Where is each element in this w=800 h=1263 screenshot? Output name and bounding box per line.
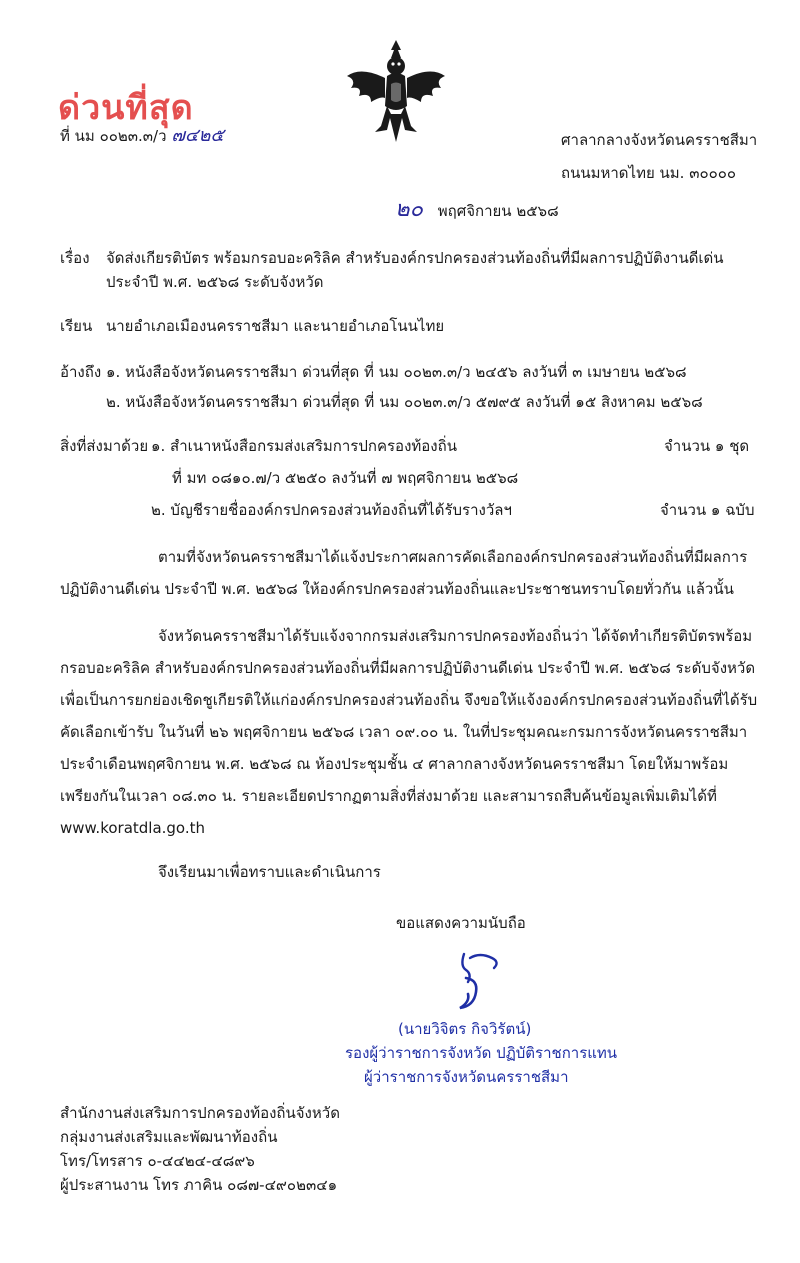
reference-handwritten-number: ๗๔๒๕ — [171, 125, 224, 146]
subject-line-1: จัดส่งเกียรติบัตร พร้อมกรอบอะคริลิค สำหรับองค์กรปกครองส่วนท้องถิ่นที่มีผลการปฏิบัติงานดีเด่น — [106, 249, 724, 267]
enclosure-2-line-1: ๒. บัญชีรายชื่อองค์กรปกครองส่วนท้องถิ่นที่ได้รับรางวัลฯ — [151, 501, 512, 519]
to-recipient: นายอำเภอเมืองนครราชสีมา และนายอำเภอโนนไทย — [106, 317, 445, 335]
date-day: ๒๐ — [395, 197, 423, 222]
footer-office: สำนักงานส่งเสริมการปกครองท้องถิ่นจังหวัด — [60, 1104, 340, 1122]
to-label: เรียน — [60, 317, 93, 335]
enclosure-1-line-2: ที่ มท ๐๘๑๐.๗/ว ๕๒๕๐ ลงวันที่ ๗ พฤศจิกายน ๒๕๖๘ — [172, 469, 519, 487]
body-paragraph-1: ตามที่จังหวัดนครราชสีมาได้แจ้งประกาศผลการคัดเลือกองค์กรปกครองส่วนท้องถิ่นที่มีผลการปฏิบัติงานดีเด่น ประจำปี พ.ศ. ๒๕๖๘ ให้องค์กรปกครองส่วนท้องถิ่นและประชาชนทราบโดยทั่วกัน แล้วนั้น — [60, 548, 748, 598]
footer-division: กลุ่มงานส่งเสริมและพัฒนาท้องถิ่น — [60, 1128, 278, 1146]
urgent-stamp: ด่วนที่สุด — [58, 88, 194, 128]
footer-phone: โทร/โทรสาร ๐-๔๔๒๔-๔๘๙๖ — [60, 1152, 255, 1170]
footer-coordinator: ผู้ประสานงาน โทร ภาคิน ๐๘๗-๔๙๐๒๓๔๑ — [60, 1176, 338, 1194]
subject-line-2: ประจำปี พ.ศ. ๒๕๖๘ ระดับจังหวัด — [106, 273, 324, 291]
signer-name: (นายวิจิตร กิจวิรัตน์) — [398, 1020, 532, 1038]
handwritten-signature — [450, 948, 510, 1018]
body-paragraph-3: จึงเรียนมาเพื่อทราบและดำเนินการ — [158, 863, 381, 881]
reference-item-1: ๑. หนังสือจังหวัดนครราชสีมา ด่วนที่สุด ที่ นม ๐๐๒๓.๓/ว ๒๔๕๖ ลงวันที่ ๓ เมษายน ๒๕๖๘ — [106, 363, 687, 381]
sender-address: ถนนมหาดไทย นม. ๓๐๐๐๐ — [561, 164, 737, 182]
enclosure-1-quantity: จำนวน ๑ ชุด — [664, 437, 750, 455]
signer-title-1: รองผู้ว่าราชการจังหวัด ปฏิบัติราชการแทน — [345, 1044, 618, 1062]
reference-item-2: ๒. หนังสือจังหวัดนครราชสีมา ด่วนที่สุด ที่ นม ๐๐๒๓.๓/ว ๕๗๙๕ ลงวันที่ ๑๕ สิงหาคม ๒๕๖๘ — [106, 393, 703, 411]
enclosure-label: สิ่งที่ส่งมาด้วย — [60, 437, 149, 455]
enclosure-1-line-1: ๑. สำเนาหนังสือกรมส่งเสริมการปกครองท้องถิ่น — [151, 437, 457, 455]
enclosure-2-quantity: จำนวน ๑ ฉบับ — [660, 501, 755, 519]
body-paragraph-2: จังหวัดนครราชสีมาได้รับแจ้งจากกรมส่งเสริมการปกครองท้องถิ่นว่า ได้จัดทำเกียรติบัตรพร้อมกรอบอะคริลิค สำหรับองค์กรปกครองส่วนท้องถิ่นที่มีผลการปฏิบัติงานดีเด่น ประจำปี พ.ศ. ๒๕๖๘ ระดับจังหวัด เพื่อเป็นการยกย่องเชิดชูเกียรติให้แก่องค์กรปกครองส่วนท้องถิ่น จึงขอให้แจ้งองค์กรปกครองส่วนท้องถิ่นที่ได้รับคัดเลือกเข้ารับ ในวันที่ ๒๖ พฤศจิกายน ๒๕๖๘ เวลา ๐๙.๐๐ น. ในที่ประชุมคณะกรมการจังหวัดนครราชสีมา ประจำเดือนพฤศจิกายน พ.ศ. ๒๕๖๘ ณ ห้องประชุมชั้น ๔ ศาลากลางจังหวัดนครราชสีมา โดยให้มาพร้อมเพรียงกันในเวลา ๐๘.๓๐ น. รายละเอียดปรากฏตามสิ่งที่ส่งมาด้วย และสามารถสืบค้นข้อมูลเพิ่มเติมได้ที่ www.koratdla.go.th — [60, 627, 758, 837]
date-month-year: พฤศจิกายน ๒๕๖๘ — [437, 202, 559, 220]
closing-phrase: ขอแสดงความนับถือ — [396, 914, 526, 932]
reference-label: ที่ นม ๐๐๒๓.๓/ว — [60, 127, 167, 145]
document-date — [395, 197, 559, 222]
reference-items-label: อ้างถึง — [60, 363, 102, 381]
garuda-emblem-icon — [341, 36, 451, 146]
subject-label: เรื่อง — [60, 249, 90, 267]
reference-number — [60, 126, 224, 146]
signer-title-2: ผู้ว่าราชการจังหวัดนครราชสีมา — [364, 1068, 569, 1086]
sender-org: ศาลากลางจังหวัดนครราชสีมา — [561, 131, 758, 149]
